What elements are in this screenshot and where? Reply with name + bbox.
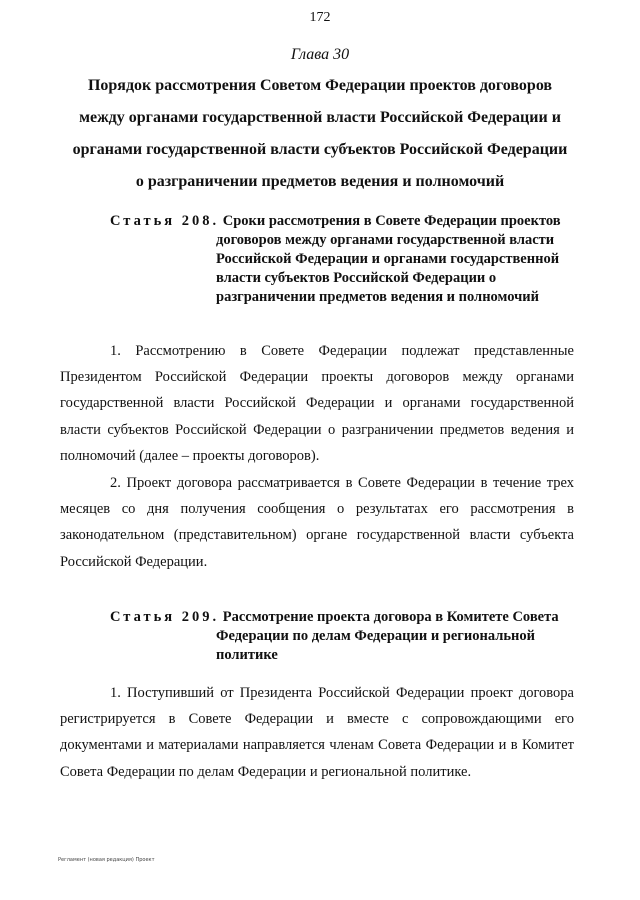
article-208-title-rest: договоров между органами государственной власти Российской Федерации и органами государственной власти субъектов Российской Федерации о разграничении предметов ведения и полномочий — [216, 232, 560, 305]
chapter-title: Порядок рассмотрения Советом Федерации проектов договоров между органами государственной власти Российской Федерации и органами государственной власти субъектов Российской Федерации о разграничении предметов ведения и полномочий — [72, 77, 568, 190]
article-208-paragraph-1: 1. Рассмотрению в Совете Федерации подлежат представленные Президентом Российской Федерации проекты договоров между органами государственной власти Российской Федерации и органами государственной власти субъектов Российской Федерации о разграничении предметов ведения и полномочий (далее – проекты договоров). — [60, 343, 574, 464]
article-209-paragraph-1: 1. Поступивший от Президента Российской Федерации проект договора регистрируется в Совете Федерации и вместе с сопровождающими его документами и материалами направляется членам Совета Федерации и в Комитет Совета Федерации по делам Федерации и региональной политике. — [60, 685, 574, 780]
footer-note: Регламент (новая редакция) Проект — [58, 857, 155, 863]
article-208-label: Статья 208. — [110, 213, 220, 229]
page-number: 172 — [309, 10, 331, 25]
chapter-label: Глава 30 — [290, 46, 350, 63]
article-209-title-first: Рассмотрение проекта договора в Комитете Совета — [222, 609, 559, 625]
article-209-title-rest: Федерации по делам Федерации и региональной политике — [216, 628, 535, 663]
article-208-paragraph-2: 2. Проект договора рассматривается в Совете Федерации в течение трех месяцев со дня получения сообщения о результатах его рассмотрения в законодательном (представительном) органе государственной власти субъекта Российской Федерации. — [60, 475, 574, 570]
article-208-heading — [110, 212, 580, 307]
article-209-heading — [110, 608, 580, 665]
article-208-title-first: Сроки рассмотрения в Совете Федерации проектов — [222, 213, 561, 229]
article-209-label: Статья 209. — [110, 609, 220, 625]
